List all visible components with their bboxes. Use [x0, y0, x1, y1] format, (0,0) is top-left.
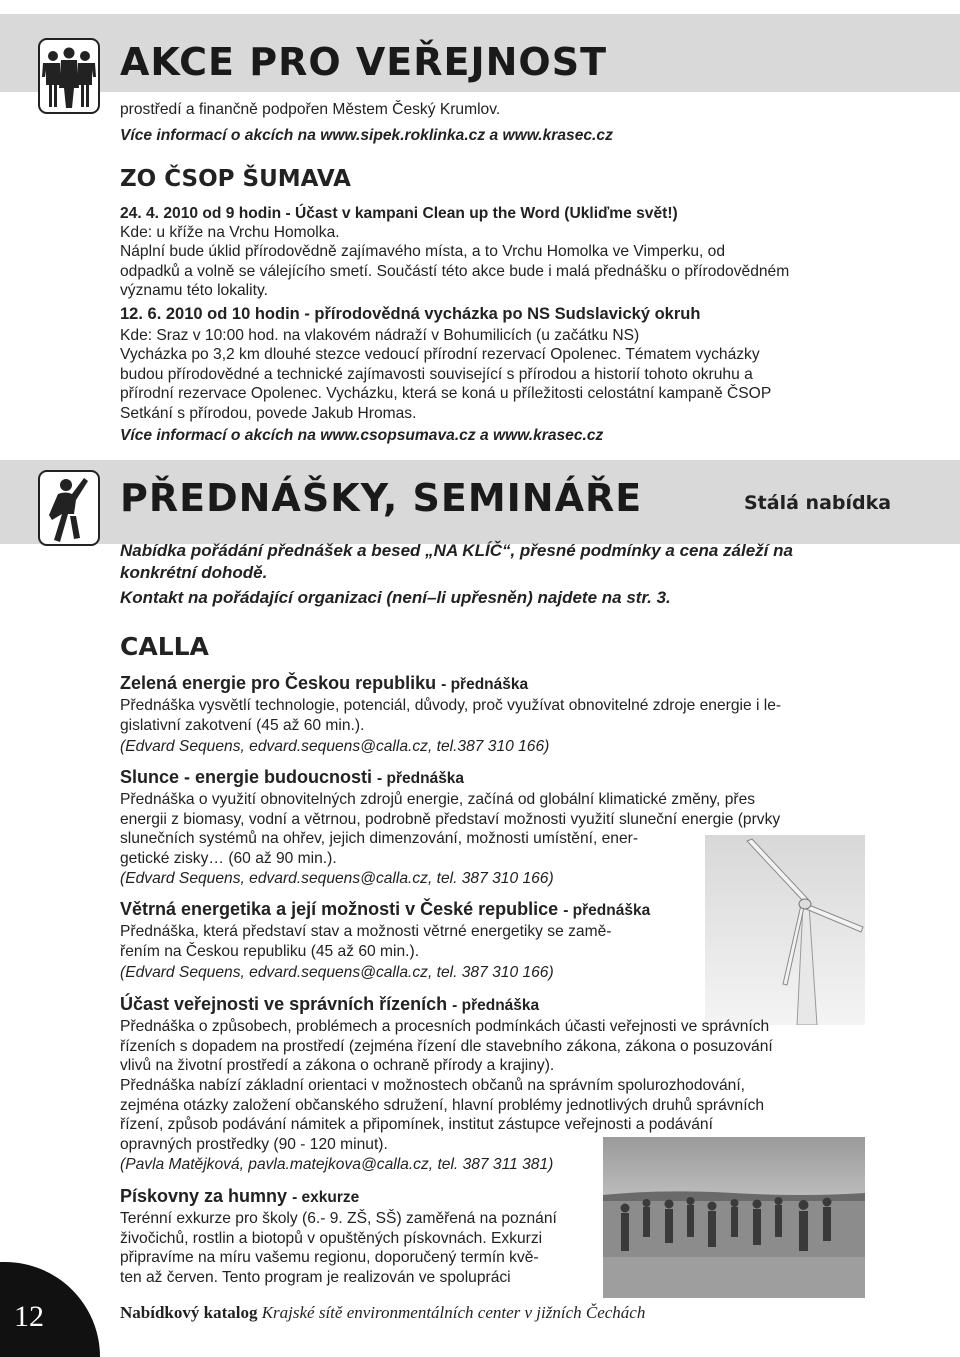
- lecture-description: Přednáška vysvětlí technologie, potenciál, důvody, proč využívat obnovitelné zdroje energie i le- gislativní zakotvení (45 až 60 min.).: [120, 697, 782, 734]
- lecture-description: Terénní exkurze pro školy (6.- 9. ZŠ, SŠ) zaměřená na poznání živočichů, rostlin a biotopů v opuštěných pískovnách. Exkurzi připravíme na míru vašemu regionu, doporučený termín kvě- ten až červen. Tento program je realizován ve spolupráci: [120, 1210, 557, 1286]
- more-info-line: Více informací o akcích na www.csopsumava.cz a www.krasec.cz: [120, 427, 604, 444]
- lecture-title: Pískovny za humny - exkurze: [120, 1186, 360, 1206]
- lecture-title: Slunce - energie budoucnosti - přednáška: [120, 767, 465, 787]
- intro-line: konkrétní dohodě.: [120, 563, 268, 582]
- event-location: Kde: Sraz v 10:00 hod. na vlakovém nádraží v Bohumilicích (u začátku NS): [120, 327, 640, 344]
- intro-line: Kontakt na pořádající organizaci (není–li upřesněn) najdete na str. 3.: [120, 588, 671, 607]
- lecture-contact: (Edvard Sequens, edvard.sequens@calla.cz, tel. 387 310 166): [120, 870, 554, 887]
- lecture-description: Přednáška, která představí stav a možnosti větrné energetiky se zamě- řením na Českou republiku (45 až 60 min.).: [120, 923, 612, 960]
- lecture-title: Větrná energetika a její možnosti v České republice - přednáška: [120, 899, 651, 919]
- lecture-contact: (Edvard Sequens, edvard.sequens@calla.cz, tel. 387 310 166): [120, 964, 554, 981]
- section-title: PŘEDNÁŠKY, SEMINÁŘE: [120, 476, 643, 520]
- page-number: 12: [14, 1300, 44, 1333]
- excursion-group-photo: [603, 1137, 865, 1298]
- event-heading: 12. 6. 2010 od 10 hodin - přírodovědná vycházka po NS Sudslavický okruh: [120, 305, 701, 323]
- lecture-description: Přednáška o způsobech, problémech a procesních podmínkách účasti veřejnosti ve správních řízeních s dopadem na prostředí (zejména řízení dle stavebního zákona, zákona o posuzování vlivů na životní prostředí a zákona o ochraně přírody a krajiny).: [120, 1018, 773, 1074]
- offer-tag: Stálá nabídka: [744, 492, 892, 514]
- lecture-title: Účast veřejnosti ve správních řízeních - přednáška: [120, 994, 540, 1014]
- lecture-description: Přednáška nabízí základní orientaci v možnostech občanů na správním spolurozhodování, zejména otázky založení občanského sdružení, hlavní problémy jednotlivých druhů správních řízení, způsob podávání námitek a připomínek, institut zástupce veřejnosti a podávání opravných prostředky (90 - 120 minut).: [120, 1077, 765, 1153]
- lecture-contact: (Edvard Sequens, edvard.sequens@calla.cz, tel.387 310 166): [120, 738, 550, 755]
- intro-line: Nabídka pořádání přednášek a besed „NA KLÍČ“, přesné podmínky a cena záleží na: [120, 541, 793, 560]
- organization-heading: ZO ČSOP ŠUMAVA: [120, 166, 351, 192]
- wind-turbine-photo: [705, 835, 865, 1025]
- footer-catalog-name: Nabídkový katalog Krajské sítě environmentálních center v jižních Čechách: [120, 1303, 646, 1322]
- event-description: Vycházka po 3,2 km dlouhé stezce vedoucí přírodní rezervací Opolenec. Tématem vycházky budou přírodovědné a technické zajímavosti související s přírodou a historií tohoto okruhu a přírodní rezervace Opolenec. Vycházku, která se koná u příležitosti celostátní kampaně ČSOP Setkání s přírodou, povede Jakub Hromas.: [120, 346, 772, 422]
- page-number-tab: [0, 1262, 100, 1357]
- event-heading: 24. 4. 2010 od 9 hodin - Účast v kampani Clean up the Word (Ukliďme svět!): [120, 205, 678, 222]
- lecture-title: Zelená energie pro Českou republiku - přednáška: [120, 673, 529, 693]
- organization-heading: CALLA: [120, 632, 209, 661]
- page-title: AKCE PRO VEŘEJNOST: [120, 40, 607, 84]
- event-description: Náplní bude úklid přírodovědně zajímavého místa, a to Vrchu Homolka ve Vimperku, od odpadků a volně se válejícího smetí. Součástí této akce bude i malá přednášku o přírodovědném významu této lokality.: [120, 243, 790, 299]
- lecture-contact: (Pavla Matějková, pavla.matejkova@calla.cz, tel. 387 311 381): [120, 1156, 554, 1173]
- text-line: prostředí a finančně podpořen Městem Český Krumlov.: [120, 101, 501, 118]
- lecture-description: Přednáška o využití obnovitelných zdrojů energie, začíná od globální klimatické změny, přes energii z biomasy, vodní a větrnou, podrobně představí možnosti využití sluneční energie (prvky slunečních systémů na ohřev, jejich dimenzování, možnosti umístění, ener- getické zisky… (60 až 90 min.).: [120, 791, 781, 867]
- event-location: Kde: u kříže na Vrchu Homolka.: [120, 224, 340, 241]
- more-info-line: Více informací o akcích na www.sipek.roklinka.cz a www.krasec.cz: [120, 127, 613, 144]
- group-of-people-icon: [38, 38, 100, 114]
- lecturer-icon: [38, 470, 100, 546]
